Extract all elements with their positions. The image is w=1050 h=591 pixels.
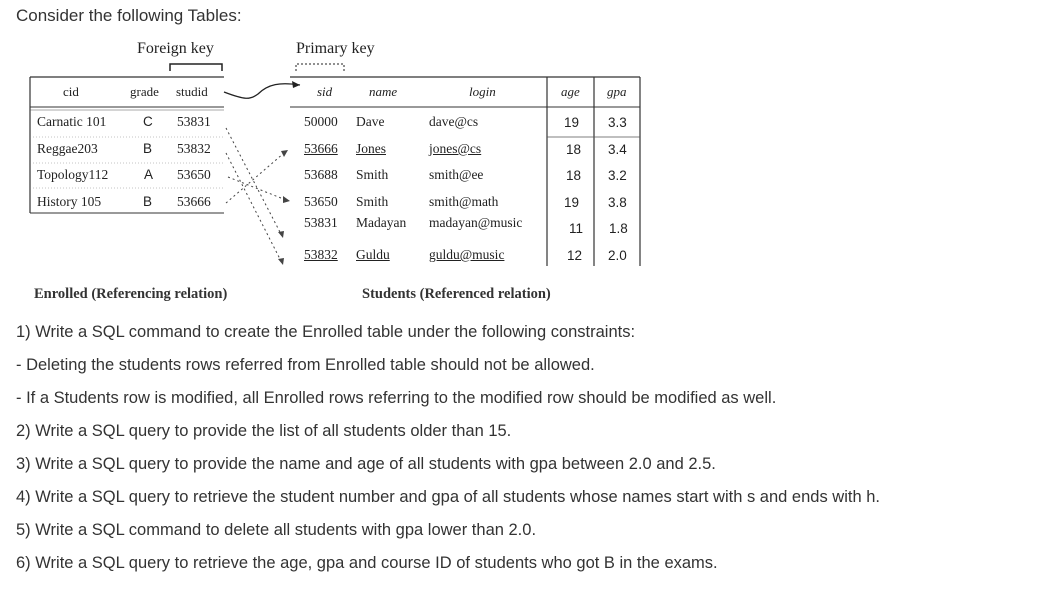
enrolled-header-grade: grade: [130, 84, 159, 99]
students-cell: 3.4: [608, 142, 627, 157]
students-cell: 53831: [304, 215, 338, 230]
students-cell: Madayan: [356, 215, 407, 230]
enrolled-cell: B: [143, 141, 153, 156]
students-cell: dave@cs: [429, 114, 479, 129]
students-header-login: login: [469, 84, 496, 99]
constraint-1: - Deleting the students rows referred from Enrolled table should not be allowed.: [16, 356, 595, 374]
question-3: 3) Write a SQL query to provide the name and age of all students with gpa between 2.0 and 2.5.: [16, 455, 716, 473]
intro-text: Consider the following Tables:: [16, 6, 242, 25]
students-cell: madayan@music: [429, 215, 523, 230]
constraint-2: - If a Students row is modified, all Enrolled rows referring to the modified row should be modified as well.: [16, 389, 777, 407]
students-cell: jones@cs: [429, 141, 482, 156]
students-cell: 53688: [304, 167, 338, 182]
enrolled-cell: A: [144, 167, 154, 182]
students-cell: 53832: [304, 247, 338, 262]
students-cell: Jones: [356, 141, 386, 156]
question-4: 4) Write a SQL query to retrieve the student number and gpa of all students whose names start with s and ends with h.: [16, 488, 880, 506]
students-cell: 2.0: [608, 248, 627, 263]
students-cell: 19: [564, 195, 580, 210]
students-cell: Smith: [356, 194, 389, 209]
students-cell: Smith: [356, 167, 389, 182]
students-cell: 53650: [304, 194, 338, 209]
foreign-key-label: Foreign key: [137, 40, 214, 57]
question-6: 6) Write a SQL query to retrieve the age, gpa and course ID of students who got B in the exams.: [16, 554, 718, 572]
students-caption: Students (Referenced relation): [362, 286, 551, 302]
enrolled-cell: History 105: [37, 194, 102, 209]
enrolled-cell: 53831: [177, 114, 211, 129]
students-cell: 3.8: [608, 195, 627, 210]
students-cell: 12: [567, 248, 583, 263]
students-cell: 3.2: [608, 168, 627, 183]
students-cell: 18: [566, 142, 582, 157]
students-cell: guldu@music: [429, 247, 505, 262]
question-2: 2) Write a SQL query to provide the list of all students older than 15.: [16, 422, 512, 440]
enrolled-cell: 53666: [177, 194, 211, 209]
students-cell: 11: [569, 221, 584, 236]
students-cell: 18: [566, 168, 582, 183]
enrolled-caption: Enrolled (Referencing relation): [34, 286, 228, 302]
students-header-sid: sid: [317, 84, 333, 99]
enrolled-cell: Carnatic 101: [37, 114, 107, 129]
students-cell: 53666: [304, 141, 338, 156]
students-cell: 3.3: [608, 115, 627, 130]
students-cell: 19: [564, 115, 580, 130]
students-cell: Dave: [356, 114, 385, 129]
question-5: 5) Write a SQL command to delete all students with gpa lower than 2.0.: [16, 521, 537, 539]
students-header-gpa: gpa: [607, 84, 627, 99]
enrolled-cell: Topology112: [37, 167, 109, 182]
students-header-age: age: [561, 84, 580, 99]
students-cell: Guldu: [356, 247, 390, 262]
students-cell: smith@ee: [429, 167, 484, 182]
enrolled-cell: C: [143, 114, 153, 129]
enrolled-header-studid: studid: [176, 84, 208, 99]
students-header-name: name: [369, 84, 398, 99]
primary-key-label: Primary key: [296, 40, 375, 57]
enrolled-header-cid: cid: [63, 84, 79, 99]
enrolled-cell: 53832: [177, 141, 211, 156]
enrolled-cell: B: [143, 194, 153, 209]
enrolled-cell: 53650: [177, 167, 211, 182]
students-cell: 50000: [304, 114, 338, 129]
enrolled-cell: Reggae203: [37, 141, 98, 156]
students-cell: smith@math: [429, 194, 499, 209]
question-1: 1) Write a SQL command to create the Enrolled table under the following constraints:: [16, 323, 636, 341]
students-cell: 1.8: [609, 221, 628, 236]
